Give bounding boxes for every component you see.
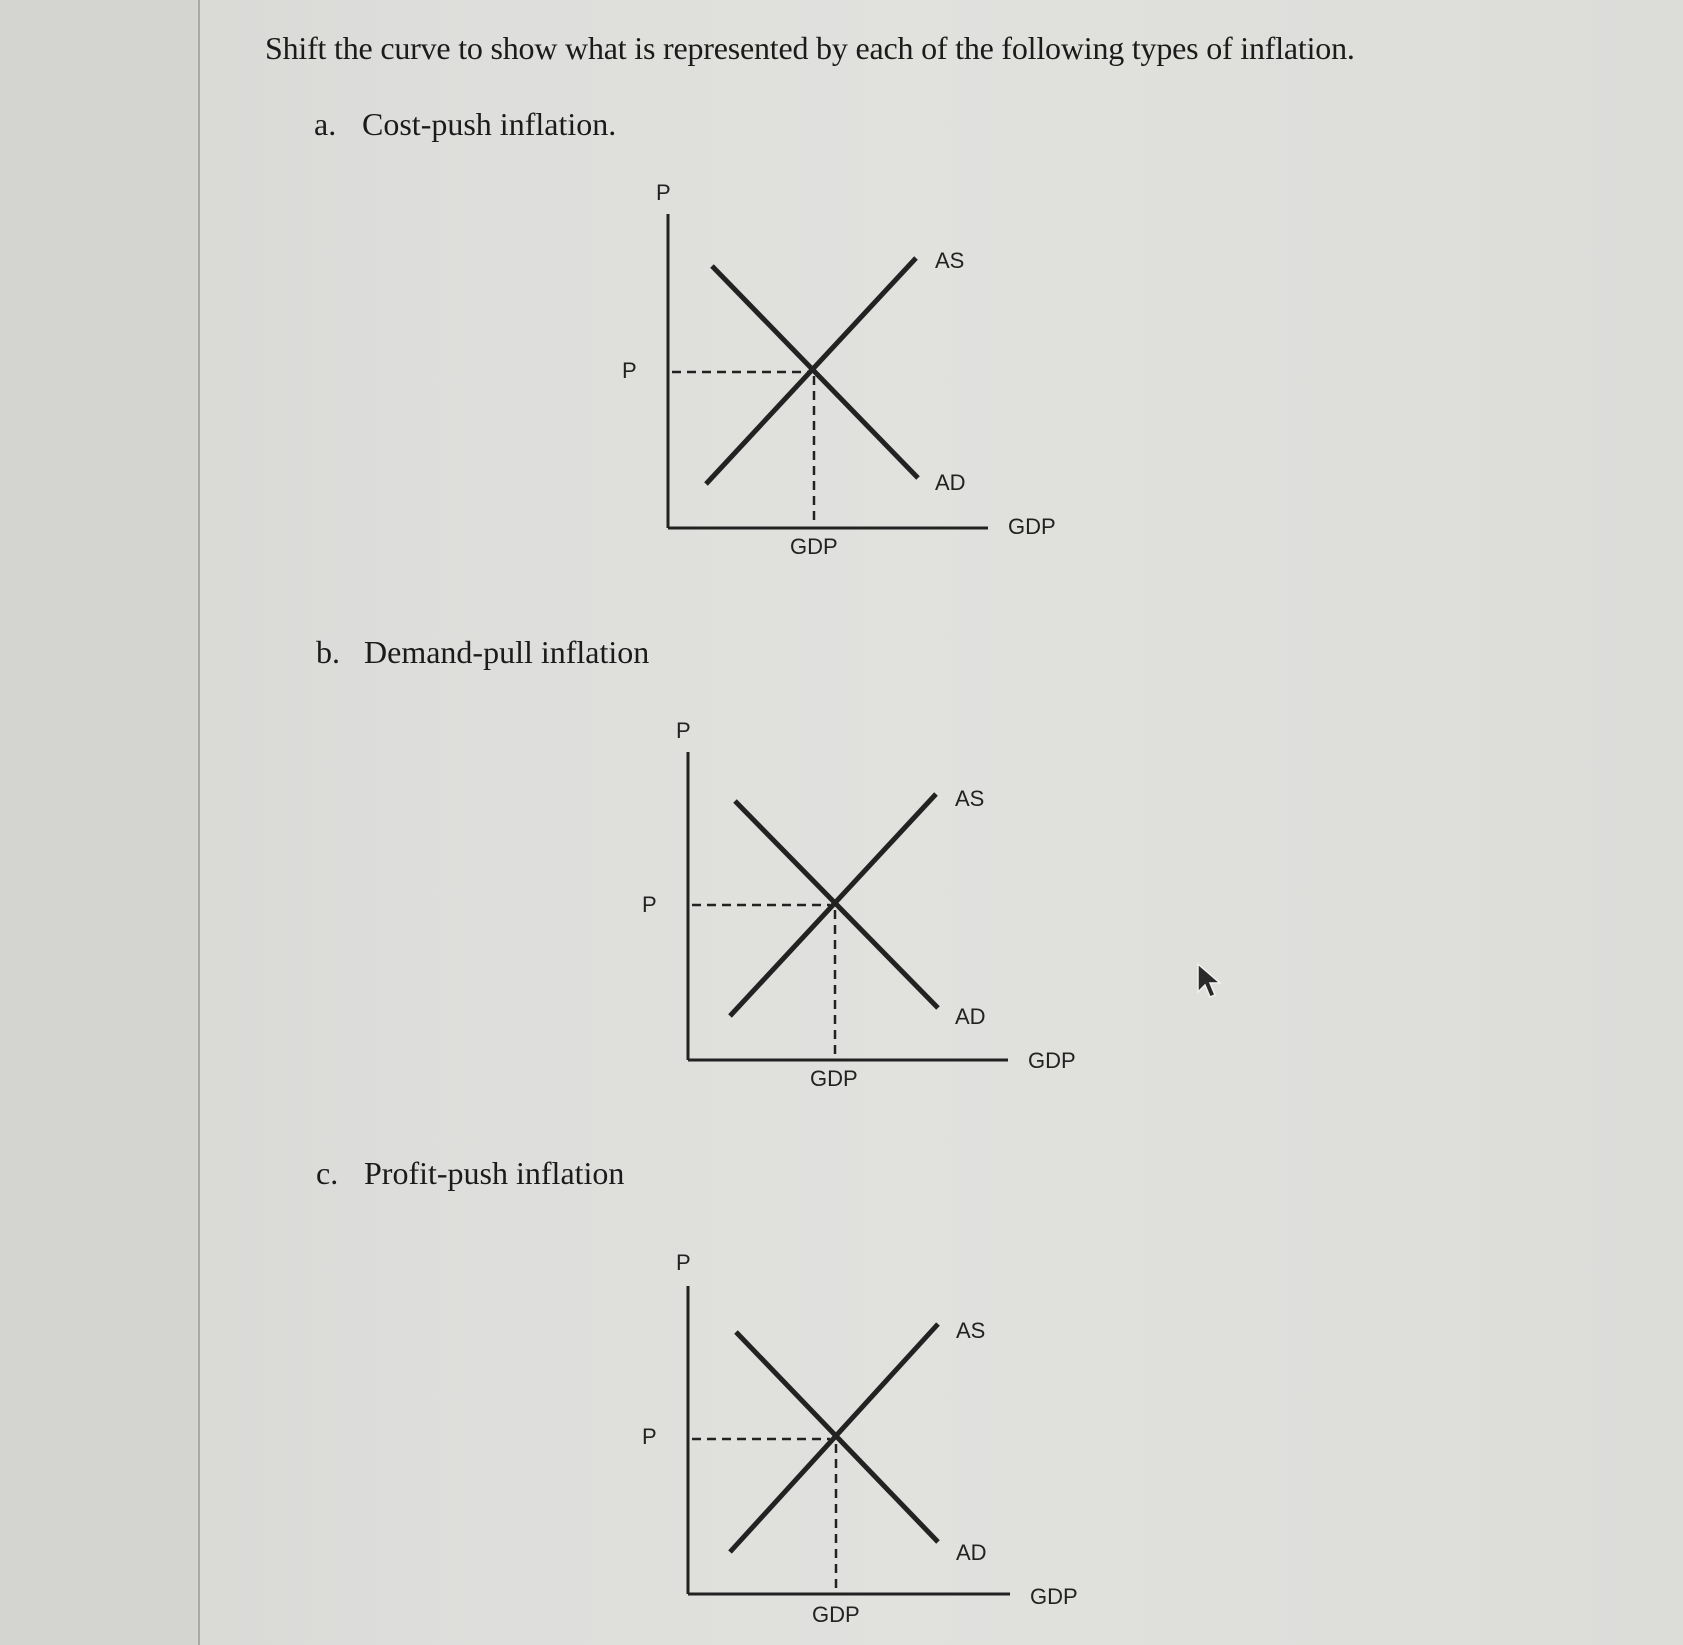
supply-label: AS [955,786,985,811]
page-margin [0,0,200,1645]
demand-label: AD [955,1004,986,1029]
graph-b[interactable] [620,716,1080,1096]
instructions: Shift the curve to show what is represented by each of the following types of inflation. [265,30,1355,66]
question-title: Cost-push inflation. [362,106,617,142]
as-ad-diagram [620,1250,1080,1630]
supply-label: AS [935,248,965,273]
equilibrium-gdp-label: GDP [812,1602,860,1627]
equilibrium-gdp-label: GDP [810,1066,858,1091]
question-a [314,106,616,143]
question-letter: c. [316,1155,339,1191]
x-axis-label: GDP [1028,1048,1076,1073]
question-title: Profit-push inflation [364,1155,625,1191]
question-letter: a. [314,106,337,142]
equilibrium-gdp-label: GDP [790,534,838,559]
question-b [316,634,649,671]
x-axis-label: GDP [1008,514,1056,539]
question-c [316,1155,624,1192]
equilibrium-price-label: P [642,892,657,917]
graph-a[interactable] [600,178,1060,558]
question-letter: b. [316,634,340,670]
question-title: Demand-pull inflation [364,634,650,670]
x-axis-label: GDP [1030,1584,1078,1609]
equilibrium-price-label: P [622,358,637,383]
mouse-pointer-icon [1196,962,1226,1007]
supply-label: AS [956,1318,986,1343]
as-ad-diagram [620,716,1080,1096]
as-ad-diagram [600,178,1060,558]
y-axis-label: P [676,718,691,743]
demand-label: AD [956,1540,987,1565]
y-axis-label: P [656,180,671,205]
equilibrium-price-label: P [642,1424,657,1449]
y-axis-label: P [676,1250,691,1275]
demand-label: AD [935,470,966,495]
graph-c[interactable] [620,1250,1080,1630]
